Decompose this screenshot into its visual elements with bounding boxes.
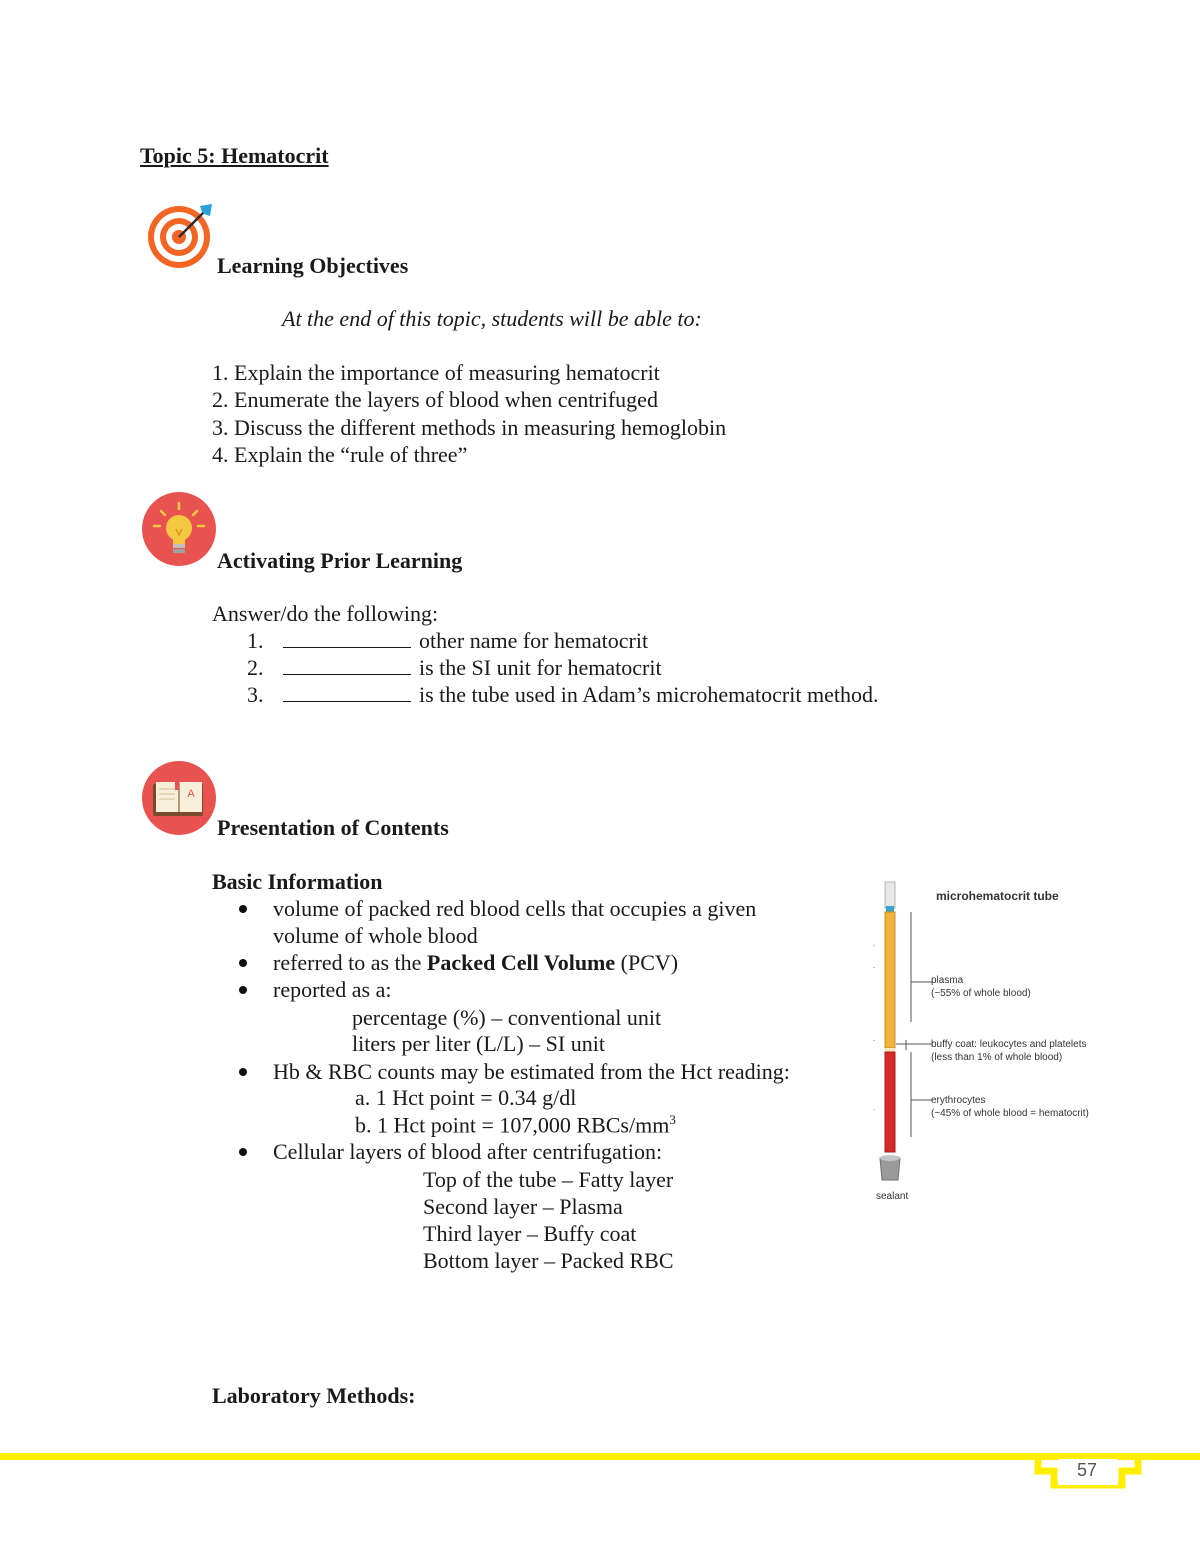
estimate-item: b. 1 Hct point = 107,000 RBCs/$mm^3$ xyxy=(355,1112,676,1138)
layer-item: Third layer – Buffy coat xyxy=(423,1221,637,1246)
bullet-text: reported as a: xyxy=(273,977,392,1002)
bullet-icon xyxy=(239,1148,247,1156)
buffy-coat-note: (less than 1% of whole blood) xyxy=(931,1052,1063,1063)
prior-learning-intro: Answer/do the following: xyxy=(212,601,439,626)
bullet-text: Cellular layers of blood after centrifugation: xyxy=(273,1139,663,1164)
erythrocytes-label: erythrocytes xyxy=(931,1095,986,1106)
prior-item: is the tube used in Adam’s microhematocrit method. xyxy=(283,682,878,708)
estimate-item: a. 1 Hct point = 0.34 g/dl xyxy=(355,1085,577,1110)
page-title: Topic 5: Hematocrit xyxy=(140,143,329,168)
prior-item: is the SI unit for hematocrit xyxy=(283,655,662,681)
objective-item: 3. Discuss the different methods in measuring hemoglobin xyxy=(212,415,727,440)
objective-item: 2. Enumerate the layers of blood when centrifuged xyxy=(212,387,658,412)
layer-item: Bottom layer – Packed RBC xyxy=(423,1248,674,1273)
book-icon xyxy=(140,760,220,846)
bullet-text: referred to as the Packed Cell Volume (PCV) xyxy=(273,950,679,975)
svg-text:.: . xyxy=(873,1034,875,1043)
svg-text:.: . xyxy=(873,939,875,948)
layer-item: Second layer – Plasma xyxy=(423,1194,623,1219)
figure-title: microhematocrit tube xyxy=(936,889,1059,903)
bullet-icon xyxy=(239,986,247,994)
prior-item-number: 2. xyxy=(247,655,264,680)
figure-leader-lines xyxy=(896,912,936,1148)
prior-learning-heading: Activating Prior Learning xyxy=(217,548,463,573)
contents-heading: Presentation of Contents xyxy=(217,815,449,840)
plasma-label: plasma xyxy=(931,975,964,986)
erythrocytes-note: (~45% of whole blood = hematocrit) xyxy=(931,1108,1089,1119)
lab-methods-heading: Laboratory Methods: xyxy=(212,1383,416,1408)
target-icon xyxy=(146,200,216,276)
prior-item: other name for hematocrit xyxy=(283,628,648,654)
basic-info-heading: Basic Information xyxy=(212,869,383,894)
answer-blank[interactable] xyxy=(283,656,411,675)
objective-item: 1. Explain the importance of measuring hematocrit xyxy=(212,360,660,385)
prior-item-number: 3. xyxy=(247,682,264,707)
footer-bar xyxy=(0,1445,1200,1501)
bullet-text: volume of whole blood xyxy=(273,923,478,948)
page-number: 57 xyxy=(1077,1460,1098,1480)
objective-item: 4. Explain the “rule of three” xyxy=(212,442,468,467)
bullet-icon xyxy=(239,905,247,913)
layer-item: Top of the tube – Fatty layer xyxy=(423,1167,674,1192)
bullet-text: Hb & RBC counts may be estimated from the Hct reading: xyxy=(273,1059,790,1084)
answer-blank[interactable] xyxy=(283,629,411,648)
unit-item: percentage (%) – conventional unit xyxy=(352,1005,662,1030)
bullet-text: volume of packed red blood cells that occupies a given xyxy=(273,896,757,921)
answer-blank[interactable] xyxy=(283,683,411,702)
prior-item-number: 1. xyxy=(247,628,264,653)
objectives-heading: Learning Objectives xyxy=(217,253,409,278)
buffy-coat-label: buffy coat: leukocytes and platelets xyxy=(931,1039,1087,1050)
svg-text:.: . xyxy=(873,961,875,970)
unit-item: liters per liter (L/L) – SI unit xyxy=(352,1031,605,1056)
plasma-note: (~55% of whole blood) xyxy=(931,988,1031,999)
bullet-icon xyxy=(239,1068,247,1076)
sealant-label: sealant xyxy=(876,1191,909,1202)
lightbulb-icon xyxy=(141,491,221,577)
svg-text:.: . xyxy=(873,1103,875,1112)
objectives-intro: At the end of this topic, students will be able to: xyxy=(282,306,702,331)
svg-text:A: A xyxy=(187,788,195,800)
bullet-icon xyxy=(239,959,247,967)
